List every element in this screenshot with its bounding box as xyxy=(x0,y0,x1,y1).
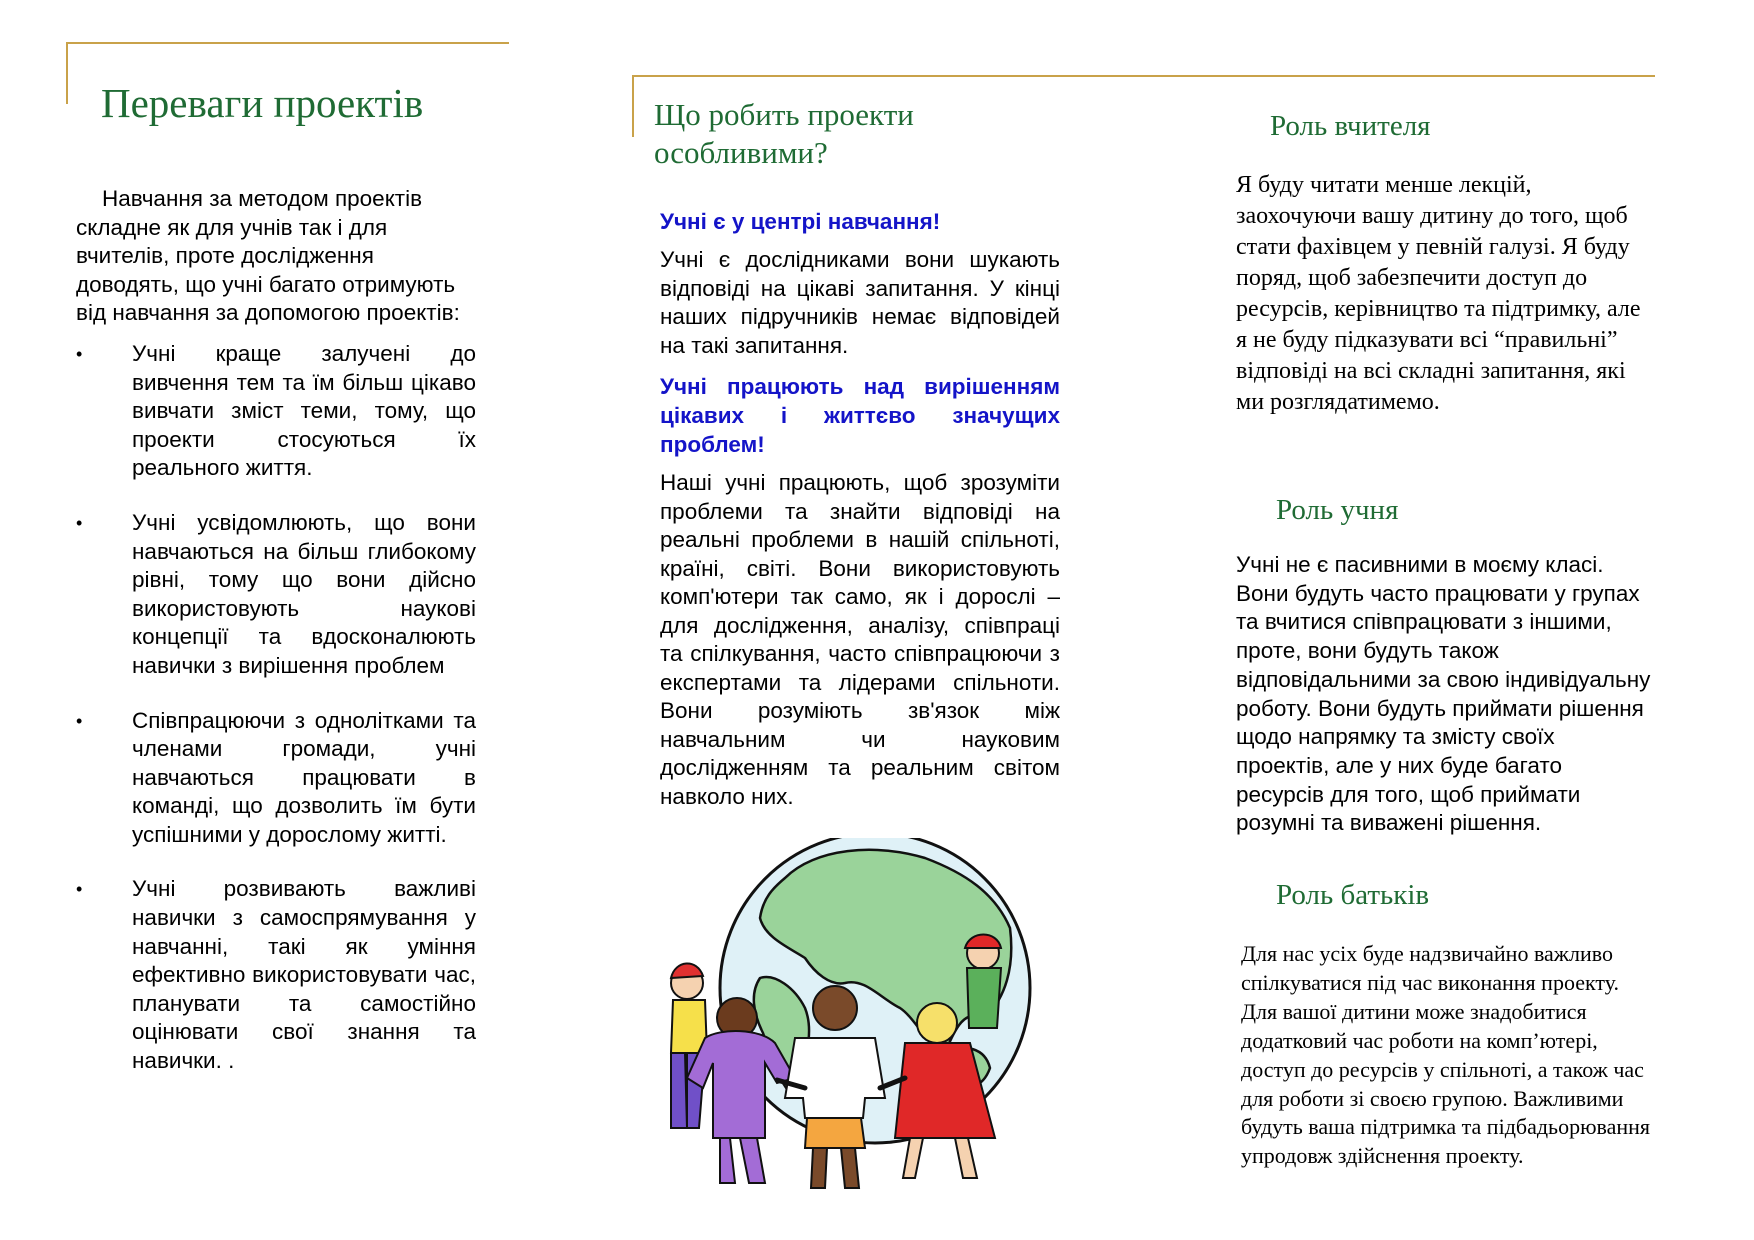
bullet-text: Учні усвідомлюють, що вони навчаються на більш глибокому рівні, тому що вони дійсно використовують наукові концепції та вдосконалюють навички з вирішення проблем xyxy=(132,509,476,678)
panel2-subheading-2: Учні працюють над вирішенням цікавих і життєво значущих проблем! xyxy=(660,374,1060,457)
panel1-bullet-list xyxy=(76,340,476,1076)
panel1-intro: Навчання за методом проектів складне як для учнів так і для вчителів, проте дослідження доводять, що учні багато отримують від навчання за допомогою проектів: xyxy=(76,186,460,326)
teacher-role-title: Роль вчителя xyxy=(1270,110,1431,142)
globe-icon xyxy=(665,838,1065,1198)
panel2-title xyxy=(654,96,914,172)
student-role-block xyxy=(1236,551,1654,838)
panel2-body xyxy=(660,207,1060,823)
panel1-top-rule xyxy=(66,42,509,44)
panel2-text-2: Наші учні працюють, щоб зрозуміти проблеми та знайти відповіді на реальні проблеми в нашій спільноті, країні, світі. Вони використовують комп'ютери так само, як і дорослі – для дослідження, аналізу, співпраці та спілкування, часто співпрацюючи з експертами та лідерами спільноти. Вони розуміють зв'язок між навчальним чи науковим дослідженням та реальним світом навколо них. xyxy=(660,470,1060,809)
list-item xyxy=(76,707,476,850)
list-item xyxy=(76,340,476,483)
panel1-body xyxy=(76,185,476,1102)
list-item xyxy=(76,509,476,681)
bullet-text: Співпрацюючи з однолітками та членами громади, учні навчаються працювати в команді, що дозволить їм бути успішними у дорослому житті. xyxy=(132,707,476,847)
student-role-text: Учні не є пасивними в моєму класі. Вони будуть часто працювати у групах та вчитися співпрацювати з іншими, проте, вони будуть також відповідальними за свою індивідуальну роботу. Вони будуть приймати рішення щодо напрямку та змісту своїх проектів, але у них буде багато ресурсів для того, щоб приймати розумні та виважені рішення. xyxy=(1236,552,1651,836)
panel2-top-rule xyxy=(632,75,1655,77)
panel2-text-1: Учні є дослідниками вони шукають відповіді на цікаві запитання. У кінці наших підручників немає відповідей на такі запитання. xyxy=(660,247,1060,358)
panel2-title-line2: особливими? xyxy=(654,135,828,170)
bullet-text: Учні краще залучені до вивчення тем та їм більш цікаво вивчати зміст теми, тому, що проекти стосуються їх реального життя. xyxy=(132,340,476,481)
bullet-icon: • xyxy=(76,879,83,900)
teacher-role-block xyxy=(1236,170,1654,418)
panel2-left-rule xyxy=(632,75,634,137)
teacher-role-text: Я буду читати менше лекцій, заохочуючи вашу дитину до того, щоб стати фахівцем у певній галузі. Я буду поряд, щоб забезпечити доступ до ресурсів, керівництво та підтримку, але я не буду підказувати всі “правильні” відповіді на всі складні запитання, які ми розглядатимемо. xyxy=(1236,172,1641,415)
bullet-text: Учні розвивають важливі навички з самоспрямування у навчанні, такі як уміння ефективно використовувати час, планувати та самостійно оцінювати свої знання та навички. . xyxy=(132,876,476,1074)
panel1-title: Переваги проектів xyxy=(101,80,424,126)
bullet-icon: • xyxy=(76,710,83,731)
student-role-title: Роль учня xyxy=(1276,494,1399,526)
panel2-subheading-1: Учні є у центрі навчання! xyxy=(660,209,941,234)
parents-role-text: Для нас усіх буде надзвичайно важливо спілкуватися під час виконання проекту. Для вашої дитини може знадобитися додатковий час роботи на комп’ютері, доступ до ресурсів у спільноті, а також час для роботи зі своєю групою. Важливими будуть ваша підтримка та підбадьорювання упродовж здійснення проекту. xyxy=(1241,941,1651,1169)
bullet-icon: • xyxy=(76,343,83,364)
children-around-globe-illustration xyxy=(665,838,1065,1198)
bullet-icon: • xyxy=(76,512,83,533)
panel1-left-rule xyxy=(66,42,68,104)
list-item xyxy=(76,875,476,1075)
parents-role-title: Роль батьків xyxy=(1276,879,1430,911)
panel2-title-line1: Що робить проекти xyxy=(654,97,914,132)
parents-role-block xyxy=(1241,940,1654,1171)
